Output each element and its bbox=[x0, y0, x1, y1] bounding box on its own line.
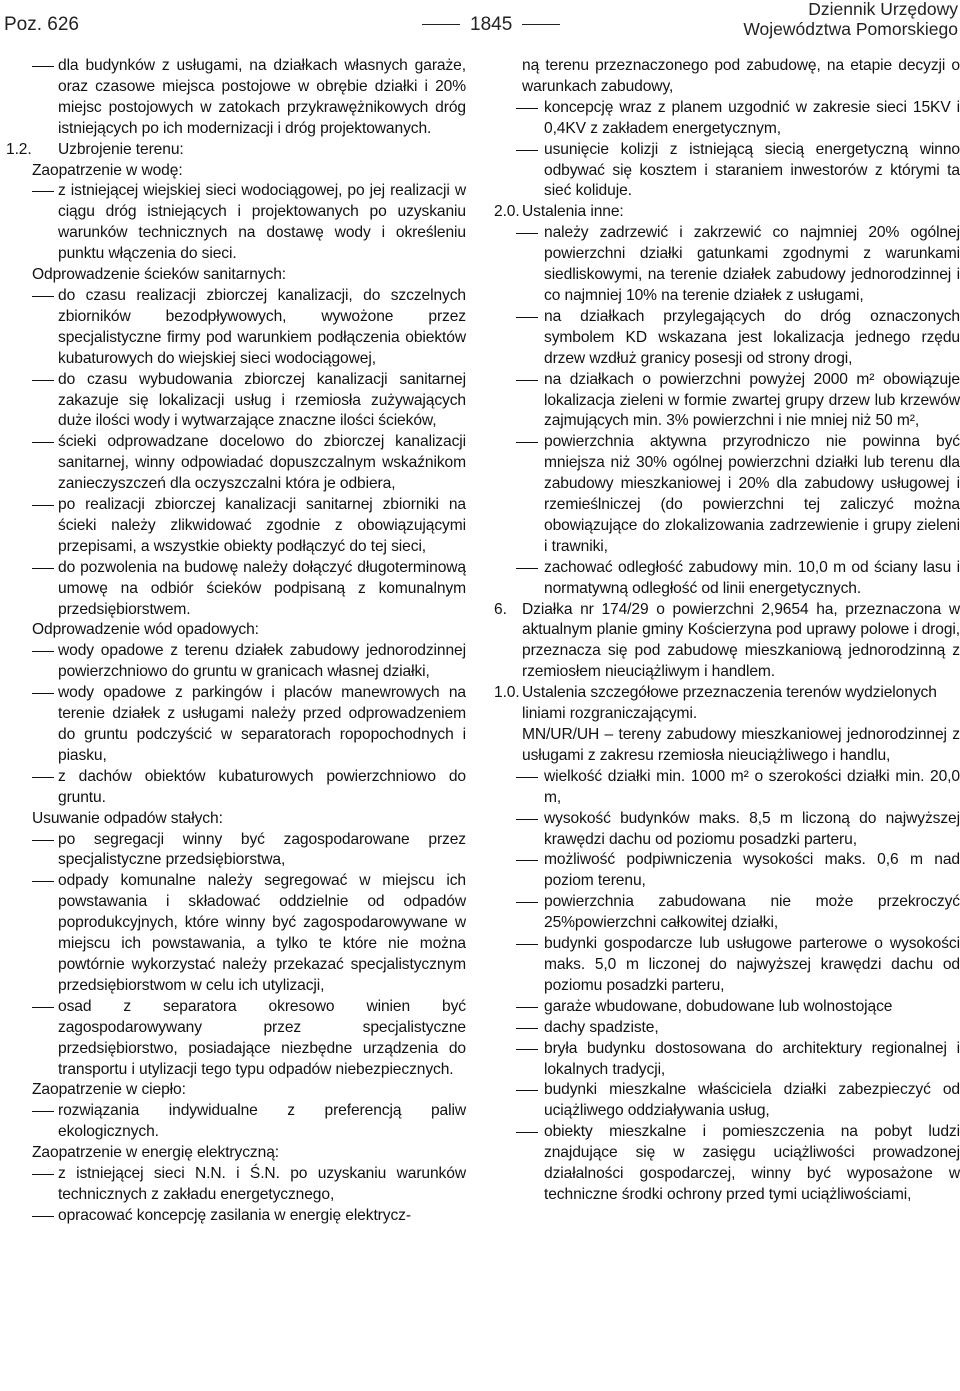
em-dash-marker bbox=[516, 1132, 538, 1133]
numbered-heading bbox=[494, 202, 960, 223]
page-header bbox=[0, 0, 960, 42]
em-dash-marker bbox=[32, 1216, 54, 1217]
dash-item bbox=[0, 1164, 466, 1206]
dash-item-text: wielkość działki min. 1000 m² o szerokości działki min. 20,0 m, bbox=[544, 767, 960, 806]
em-dash-marker bbox=[32, 66, 54, 67]
dash-item bbox=[494, 997, 960, 1018]
dash-item-text: obiekty mieszkalne i pomieszczenia na pobyt ludzi znajdujące się w zasięgu uciążliwości prowadzonej działalności gospodarczej, winny być wyposażone w techniczne środki ochrony przed tymi uciążliwościami, bbox=[544, 1123, 960, 1203]
subheading: Zaopatrzenie w wodę: bbox=[32, 161, 183, 179]
em-dash-marker bbox=[516, 860, 538, 861]
em-dash-marker bbox=[32, 296, 54, 297]
dash-item-text: rozwiązania indywidualne z preferencją paliw ekologicznych. bbox=[58, 1102, 466, 1141]
dash-item bbox=[494, 809, 960, 851]
dash-item bbox=[0, 286, 466, 370]
dash-item bbox=[494, 1080, 960, 1122]
em-dash-marker bbox=[516, 944, 538, 945]
dash-item-text: dla budynków z usługami, na działkach własnych garaże, oraz czasowe miejsca postojowe w obrębie działki i 20% miejsc postojowych w zatokach przykrawężnikowych dróg istniejących po ich modernizacji i dróg projektowanych. bbox=[58, 57, 466, 137]
dash-item bbox=[0, 558, 466, 621]
em-dash-marker bbox=[32, 1174, 54, 1175]
em-dash-marker bbox=[516, 380, 538, 381]
dash-item-text: powierzchnia zabudowana nie może przekroczyć 25%powierzchni całkowitej działki, bbox=[544, 893, 960, 932]
dash-item bbox=[494, 140, 960, 203]
section-number: 6. bbox=[494, 600, 507, 618]
dash-item bbox=[494, 934, 960, 997]
dash-item bbox=[0, 495, 466, 558]
numbered-heading bbox=[0, 140, 466, 161]
dash-item bbox=[494, 767, 960, 809]
page-number-text: 1845 bbox=[470, 14, 513, 35]
dash-item bbox=[0, 181, 466, 265]
dash-item-text: po segregacji winny być zagospodarowane przez specjalistyczne przedsiębiorstwa, bbox=[58, 830, 466, 869]
dash-item-text: do pozwolenia na budowę należy dołączyć długoterminową umowę na odbiór ścieków podpisaną z komunalnym przedsiębiorstwem. bbox=[58, 558, 466, 618]
dash-item bbox=[494, 98, 960, 140]
dash-item-text: usunięcie kolizji z istniejącą siecią energetyczną winno odbywać się kosztem i staraniem inwestorów z którymi ta sieć koliduje. bbox=[544, 140, 960, 200]
em-dash-marker bbox=[32, 693, 54, 694]
dash-item bbox=[0, 767, 466, 809]
em-dash-marker bbox=[516, 819, 538, 820]
section-number: 1.2. bbox=[6, 140, 32, 158]
em-dash-marker bbox=[516, 317, 538, 318]
dash-item bbox=[494, 1018, 960, 1039]
dash-item bbox=[0, 871, 466, 996]
journal-title-line1: Dziennik Urzędowy bbox=[808, 0, 958, 19]
dash-item-text: na działkach o powierzchni powyżej 2000 m² obowiązuje lokalizacja zieleni w formie zwartej grupy drzew lub krzewów zajmujących min. 3% powierzchni i nie mniej niż 50 m², bbox=[544, 370, 960, 430]
journal-title bbox=[743, 0, 958, 39]
dash-item-text: osad z separatora okresowo winien być zagospodarowywany przez specjalistyczne przedsiębiorstwo, posiadające niezbędne urządzenia do transportu i utylizacji tego typu odpadów niebezpiecznych. bbox=[58, 997, 466, 1078]
subheading: Zaopatrzenie w ciepło: bbox=[32, 1081, 186, 1099]
dash-item-text: dachy spadziste, bbox=[544, 1018, 659, 1036]
dash-item bbox=[0, 1206, 466, 1227]
dash-item bbox=[494, 892, 960, 934]
dash-item bbox=[0, 56, 466, 140]
subheading: Odprowadzenie ścieków sanitarnych: bbox=[32, 266, 287, 284]
em-dash-marker bbox=[32, 777, 54, 778]
numbered-heading bbox=[494, 683, 960, 725]
em-dash-marker bbox=[32, 1111, 54, 1112]
em-dash-marker bbox=[516, 108, 538, 109]
subheading: Odprowadzenie wód opadowych: bbox=[32, 621, 259, 639]
dash-item bbox=[494, 307, 960, 370]
dash-item bbox=[0, 1101, 466, 1143]
subheading: Usuwanie odpadów stałych: bbox=[32, 809, 223, 827]
em-dash-marker bbox=[516, 1049, 538, 1050]
dash-item bbox=[0, 641, 466, 683]
dash-item-text: opracować koncepcję zasilania w energię elektrycz- bbox=[58, 1206, 411, 1224]
continuation-paragraph: ną terenu przeznaczonego pod zabudowę, na etapie decyzji o warunkach zabudowy, bbox=[522, 57, 960, 95]
dash-item bbox=[494, 558, 960, 600]
rule-right bbox=[522, 24, 560, 25]
dash-item bbox=[494, 223, 960, 307]
right-column bbox=[494, 56, 960, 1206]
dash-item bbox=[494, 432, 960, 557]
em-dash-marker bbox=[32, 568, 54, 569]
continuation-paragraph: MN/UR/UH – tereny zabudowy mieszkaniowej jednorodzinnej z usługami z zakresu rzemiosła nieuciążliwego i handlu, bbox=[522, 726, 960, 764]
dash-item-text: do czasu realizacji zbiorczej kanalizacji, do szczelnych zbiorników bezodpływowych, wywożone przez specjalistyczne firmy pod warunkiem podłączenia obiektów kubaturowych do wiejskiej sieci wodociągowej, bbox=[58, 286, 466, 367]
section-text: Działka nr 174/29 o powierzchni 2,9654 ha, przeznaczona w aktualnym planie gminy Kościerzyna pod uprawy polowe i drogi, przeznacza się pod zabudowę mieszkaniową jednorodzinną z rzemiosłem nieuciążliwym i handlem. bbox=[522, 600, 960, 681]
rule-left bbox=[422, 24, 460, 25]
dash-item-text: garaże wbudowane, dobudowane lub wolnostojące bbox=[544, 997, 893, 1015]
dash-item-text: budynki mieszkalne właściciela działki zabezpieczyć od uciążliwego oddziaływania usług, bbox=[544, 1081, 960, 1120]
dash-item bbox=[494, 1122, 960, 1206]
left-column bbox=[0, 56, 466, 1227]
em-dash-marker bbox=[516, 1028, 538, 1029]
dash-item-text: na działkach przylegających do dróg oznaczonych symbolem KD wskazana jest lokalizacja jednego rzędu drzew wzdłuż granicy posesji od strony drogi, bbox=[544, 307, 960, 367]
section-text: Ustalenia inne: bbox=[522, 203, 624, 221]
page-number bbox=[412, 14, 570, 36]
dash-item-text: wody opadowe z terenu działek zabudowy jednorodzinnej powierzchniowo do gruntu w granicach własnej działki, bbox=[58, 642, 466, 681]
journal-title-line2: Województwa Pomorskiego bbox=[743, 18, 958, 39]
dash-item-text: bryła budynku dostosowana do architektury regionalnej i lokalnych tradycji, bbox=[544, 1039, 960, 1078]
dash-item-text: odpady komunalne należy segregować w miejscu ich powstawania i składować oddzielnie od odpadów poprodukcyjnych, które winny być zagospodarowywane w miejscu ich powstawania, a tylko te które nie można powtórnie wykorzystać należy przekazać specjalistycznym przedsiębiorstwom w celu ich utylizacji, bbox=[58, 872, 466, 994]
em-dash-marker bbox=[32, 442, 54, 443]
em-dash-marker bbox=[516, 150, 538, 151]
dash-item-text: zachować odległość zabudowy min. 10,0 m od ściany lasu i normatywną odległość od linii energetycznych. bbox=[544, 558, 960, 597]
em-dash-marker bbox=[32, 651, 54, 652]
section-text: Uzbrojenie terenu: bbox=[58, 140, 184, 158]
dash-item-text: do czasu wybudowania zbiorczej kanalizacji sanitarnej zakazuje się lokalizacji usług i rzemiosła zużywających duże ilości wody i wytwarzające znaczne ilości ścieków, bbox=[58, 370, 466, 430]
em-dash-marker bbox=[516, 1090, 538, 1091]
em-dash-marker bbox=[516, 1007, 538, 1008]
dash-item bbox=[0, 997, 466, 1081]
em-dash-marker bbox=[516, 902, 538, 903]
dash-item bbox=[0, 830, 466, 872]
em-dash-marker bbox=[516, 568, 538, 569]
dash-item bbox=[494, 370, 960, 433]
dash-item-text: powierzchnia aktywna przyrodniczo nie powinna być mniejsza niż 30% ogólnej powierzchni działki lub terenu dla zabudowy mieszkaniowej i 20% dla zabudowy usługowej i rzemieślniczej (do powierzchni tej zaliczyć można obowiązujące do zlokalizowania zadrzewienie i grupy zieleni i trawniki, bbox=[544, 433, 960, 555]
em-dash-marker bbox=[32, 840, 54, 841]
dash-item-text: możliwość podpiwniczenia wysokości maks. 0,6 m nad poziom terenu, bbox=[544, 851, 960, 890]
em-dash-marker bbox=[516, 777, 538, 778]
em-dash-marker bbox=[32, 881, 54, 882]
section-number: 2.0. bbox=[494, 203, 520, 221]
em-dash-marker bbox=[32, 380, 54, 381]
dash-item bbox=[0, 432, 466, 495]
em-dash-marker bbox=[516, 233, 538, 234]
dash-item bbox=[494, 1039, 960, 1081]
em-dash-marker bbox=[516, 442, 538, 443]
dash-item-text: z dachów obiektów kubaturowych powierzchniowo do gruntu. bbox=[58, 767, 466, 806]
subheading: Zaopatrzenie w energię elektryczną: bbox=[32, 1144, 279, 1162]
dash-item-text: ścieki odprowadzane docelowo do zbiorczej kanalizacji sanitarnej, winny odpowiadać dopuszczalnym wskaźnikom zanieczyszczeń dla oczyszczalni która je odbiera, bbox=[58, 433, 466, 493]
dash-item-text: wysokość budynków maks. 8,5 m liczoną do najwyższej krawędzi dachu od poziomu posadzki parteru, bbox=[544, 809, 960, 848]
em-dash-marker bbox=[32, 505, 54, 506]
dash-item bbox=[0, 683, 466, 767]
dash-item-text: po realizacji zbiorczej kanalizacji sanitarnej zbiorniki na ścieki należy zlikwidować zgodnie z obowiązującymi przepisami, a wszystkie obiekty podłączyć do tej sieci, bbox=[58, 496, 466, 555]
dash-item-text: budynki gospodarcze lub usługowe parterowe o wysokości maks. 5,0 m liczonej do najwyższej krawędzi dachu od poziomu posadzki parteru, bbox=[544, 935, 960, 994]
section-number: 1.0. bbox=[494, 684, 520, 702]
dash-item-text: wody opadowe z parkingów i placów manewrowych na terenie działek z usługami należy przed odprowadzeniem do gruntu podczyścić w separatorach ropopochodnych i piasku, bbox=[58, 684, 466, 764]
position-label: Poz. 626 bbox=[4, 14, 79, 35]
section-text: Ustalenia szczegółowe przeznaczenia terenów wydzielonych liniami rozgraniczającymi. bbox=[522, 684, 937, 723]
em-dash-marker bbox=[32, 191, 54, 192]
numbered-heading bbox=[494, 600, 960, 684]
em-dash-marker bbox=[32, 1007, 54, 1008]
dash-item bbox=[0, 370, 466, 433]
dash-item-text: z istniejącej wiejskiej sieci wodociągowej, po jej realizacji w ciągu dróg istniejących i projektowanych po uzyskaniu warunków technicznych na dostawę wody i określeniu punktu włączenia do sieci. bbox=[58, 182, 466, 263]
dash-item-text: z istniejącej sieci N.N. i Ś.N. po uzyskaniu warunków technicznych z zakładu energetycznego, bbox=[58, 1165, 466, 1203]
dash-item bbox=[494, 850, 960, 892]
dash-item-text: należy zadrzewić i zakrzewić co najmniej 20% ogólnej powierzchni działki gatunkami zgodnymi z warunkami siedliskowymi, na terenie działek zabudowy jednorodzinnej i co najmniej 10% na terenie działek z usługami, bbox=[544, 224, 960, 304]
dash-item-text: koncepcję wraz z planem uzgodnić w zakresie sieci 15KV i 0,4KV z zakładem energetycznym, bbox=[544, 98, 960, 137]
